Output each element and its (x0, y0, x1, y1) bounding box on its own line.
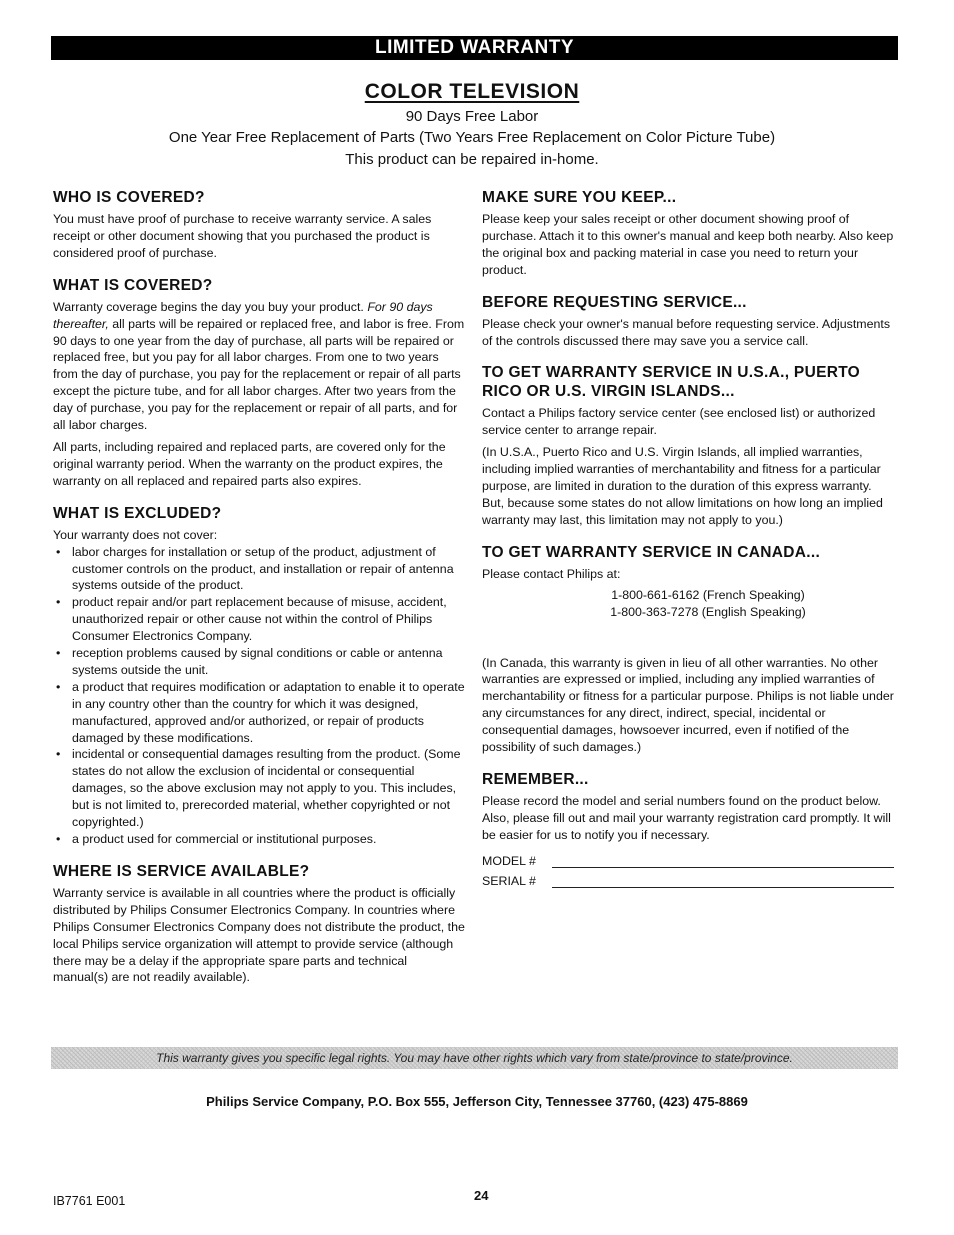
remember-section (482, 770, 894, 888)
phone-french: 1-800-661-6162 (French Speaking) (611, 587, 805, 602)
where-service-section (53, 862, 465, 986)
parts-line: One Year Free Replacement of Parts (Two Years Free Replacement on Color Picture Tube) (168, 129, 776, 146)
keep-section (482, 188, 894, 279)
serial-line (552, 875, 894, 888)
section-text: You must have proof of purchase to receive warranty service. A sales receipt or other document showing that you purchased the product is considered proof of purchase. (53, 212, 432, 260)
before-service-section (482, 293, 894, 350)
warranty-banner: LIMITED WARRANTY (51, 36, 898, 60)
section-heading: REMEMBER... (482, 770, 589, 788)
repair-line: This product can be repaired in-home. (345, 151, 599, 168)
section-text: Please check your owner's manual before requesting service. Adjustments of the controls discussed there may save you a service call. (482, 316, 891, 348)
section-text: Please record the model and serial numbers found on the product below. Also, please fill out and mail your warranty registration card promptly. It will be easier for us to notify you if necessary. (482, 793, 891, 842)
section-heading: WHO IS COVERED? (53, 189, 205, 206)
list-item: • product repair and/or part replacement because of misuse, accident, unauthorized repair or other cause not within the control of Philips Consumer Electronics Company. (53, 594, 465, 645)
phone-numbers (482, 587, 894, 621)
section-text: Contact a Philips factory service center (see enclosed list) or authorized service center to arrange repair. (482, 406, 876, 438)
section-heading: WHAT IS EXCLUDED? (53, 504, 222, 522)
section-text: Warranty coverage begins the day you buy your product. For 90 days thereafter, all parts will be repaired or replaced free, and labor is free. From 90 days to one year from the day of purchase, all parts will be repaired or replaced free, but you pay for all labor charges. From one to two years from the day of purchase, you pay for the replacement or repair of all parts except the picture tube, and for all labor charges. After two years from the day of purchase, you pay for the replacement or repair of all parts, and for all labor charges. (53, 299, 465, 433)
list-item: • incidental or consequential damages resulting from the product. (Some states do not allow the exclusion of incidental or consequential damages, so the above exclusion may not apply to you. This includes, but is not limited to, prerecorded material, whether copyrighted or not copyrighted.) (53, 746, 465, 831)
section-text: (In Canada, this warranty is given in lieu of all other warranties. No other warranties are expressed or implied, including any implied warranties of merchantability or fitness for a particular purpose. Philips is not liable under any circumstances for any direct, indirect, special, incidental or consequential damages, howsoever incurred, even if notified of the possibility of such damages.) (482, 655, 894, 755)
serial-field (482, 874, 894, 888)
page-number: 24 (474, 1188, 489, 1203)
model-line (552, 855, 894, 868)
section-text: All parts, including repaired and replaced parts, are covered only for the original warranty period. When the warranty on the product expires, the warranty on all replaced and repaired parts also expires. (53, 439, 446, 488)
service-address: Philips Service Company, P.O. Box 555, Jefferson City, Tennessee 37760, (423) 475-8869 (206, 1094, 748, 1109)
right-column (482, 188, 894, 902)
who-covered-section (53, 188, 465, 262)
what-covered-section (53, 276, 465, 490)
section-heading: TO GET WARRANTY SERVICE IN CANADA... (482, 543, 821, 561)
model-label: MODEL # (482, 853, 536, 868)
section-heading: WHERE IS SERVICE AVAILABLE? (53, 862, 310, 880)
section-text: (In U.S.A., Puerto Rico and U.S. Virgin Islands, all implied warranties, including implied warranties of merchantability and fitness for a particular purpose, are limited in duration to the duration of this express warranty. But, because some states do not allow limitations on how long an implied warranty may last, this limitation may not apply to you.) (482, 445, 883, 527)
model-field (482, 854, 894, 868)
section-text: Please keep your sales receipt or other document showing proof of purchase. Attach it to this owner's manual and keep both nearby. Also keep the original box and packing material in case you need to return your product. (482, 212, 894, 277)
phone-english: 1-800-363-7278 (English Speaking) (610, 604, 806, 619)
document-id: IB7761 E001 (53, 1194, 126, 1208)
section-text: Please contact Philips at: (482, 566, 621, 581)
usa-service-section (482, 363, 894, 528)
legal-rights-notice: This warranty gives you specific legal rights. You may have other rights which vary from state/province to state/province. (51, 1047, 898, 1069)
section-text: Warranty service is available in all countries where the product is officially distributed by Philips Consumer Electronics Company. In countries where Philips Consumer Electronics Company does not distribute the product, the local Philips service organization will attempt to provide service (although there may be a delay if the appropriate spare parts and technical manual(s) are not readily available). (53, 885, 465, 985)
section-heading: WHAT IS COVERED? (53, 276, 213, 294)
list-item: • labor charges for installation or setup of the product, adjustment of customer controls on the product, and installation or repair of antenna systems outside of the product. (53, 544, 465, 595)
section-heading: TO GET WARRANTY SERVICE IN U.S.A., PUERTO RICO OR U.S. VIRGIN ISLANDS... (482, 364, 861, 401)
exclusion-list (53, 544, 465, 848)
section-text: Your warranty does not cover: (53, 527, 218, 542)
left-column (53, 188, 465, 1000)
list-item: • a product that requires modification or adaptation to enable it to operate in any country other than the country for which it was designed, manufactured, approved and/or authorized, or repair of products damaged by these modifications. (53, 679, 465, 747)
list-item: • a product used for commercial or institutional purposes. (53, 831, 465, 848)
what-excluded-section (53, 504, 465, 848)
list-item: • reception problems caused by signal conditions or cable or antenna systems outside the unit. (53, 645, 465, 679)
section-heading: BEFORE REQUESTING SERVICE... (482, 293, 747, 311)
page-title: COLOR TELEVISION (364, 80, 580, 103)
canada-service-section (482, 543, 894, 756)
serial-label: SERIAL # (482, 873, 536, 888)
section-heading: MAKE SURE YOU KEEP... (482, 189, 677, 206)
labor-line: 90 Days Free Labor (405, 108, 539, 125)
